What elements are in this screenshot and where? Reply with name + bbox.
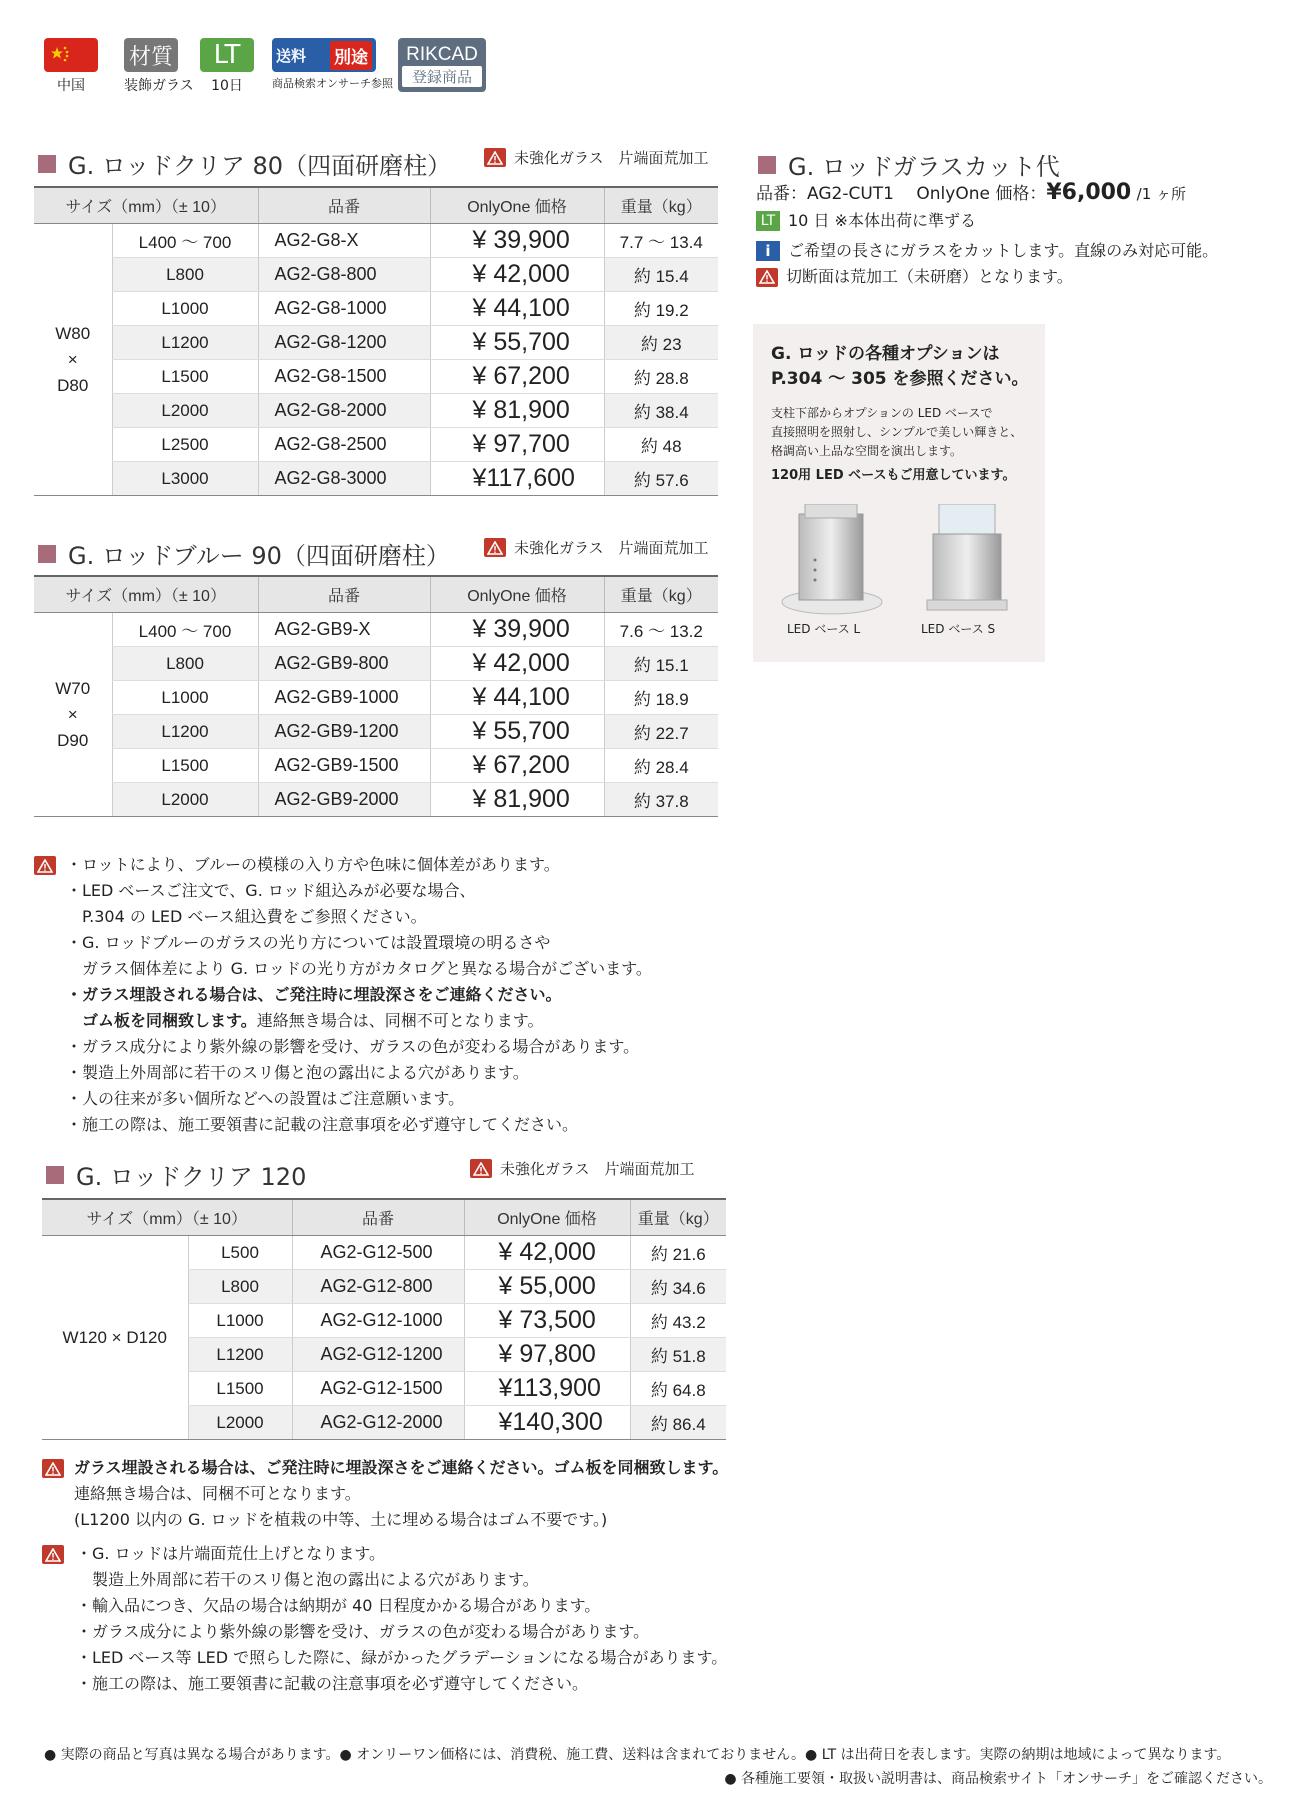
note-line: ・LED ベース等 LED で照らした際に、緑がかったグラデーションになる場合があります。 [76,1648,728,1667]
cut-unit: /1 ヶ所 [1136,185,1187,203]
cell-size: L1000 [112,681,258,715]
cell-size: L3000 [112,462,258,496]
badge-origin-label: 中国 [57,78,85,94]
note-line: ・ガラス成分により紫外線の影響を受け、ガラスの色が変わる場合があります。 [66,1037,640,1056]
section-title: G. ロッドガラスカット代 [788,153,1060,181]
cell-weight: 約 43.2 [630,1304,726,1338]
section-marker [38,545,56,563]
dimension-group: W80 × D80 [34,224,112,496]
cell-weight: 約 64.8 [630,1372,726,1406]
blue90-table [34,575,718,817]
cut-lt-text: 10 日 ※本体出荷に準ずる [788,211,976,230]
footer-line-2: ● 各種施工要領・取扱い説明書は、商品検索サイト「オンサーチ」をご確認ください。 [724,1771,1272,1787]
header-size: サイズ（mm）（± 10） [34,576,258,613]
section-clear120-heading [46,1157,306,1192]
warning-icon [484,148,506,167]
cell-code: AG2-GB9-2000 [258,783,430,817]
note-line: 製造上外周部に若干のスリ傷と泡の露出による穴があります。 [76,1570,539,1589]
table-row [34,647,718,681]
table-row [34,613,718,647]
dimension-group: W70 × D90 [34,613,112,817]
cell-size: L1200 [112,715,258,749]
cut-price-line [756,180,1186,207]
cell-price: ¥113,900 [464,1372,630,1406]
cell-price: ¥ 42,000 [430,647,604,681]
note-line-bold: ガラス埋設される場合は、ご発注時に埋設深さをご連絡ください。ゴム板を同梱致します。 [74,1458,729,1477]
cell-price: ¥ 81,900 [430,394,604,428]
cell-weight: 7.7 〜 13.4 [604,224,718,258]
cell-code: AG2-G8-1000 [258,292,430,326]
section-marker [38,155,56,173]
panel-body-line: 支柱下部からオプションの LED ベースで [771,406,993,420]
cell-weight: 約 48 [604,428,718,462]
section-title: G. ロッドブルー 90（四面研磨柱） [68,542,450,570]
cell-size: L500 [188,1236,292,1270]
header-price: OnlyOne 価格 [430,576,604,613]
cell-price: ¥ 42,000 [430,258,604,292]
cell-size: L1000 [112,292,258,326]
cell-price: ¥ 39,900 [430,613,604,647]
table-row [34,462,718,496]
badge-shipping-label: 商品検索オンサーチ参照 [272,77,393,90]
notes-list-2 [74,1455,728,1533]
table-row [34,715,718,749]
cell-code: AG2-GB9-X [258,613,430,647]
cell-code: AG2-GB9-1200 [258,715,430,749]
cell-code: AG2-G8-1500 [258,360,430,394]
cell-code: AG2-G8-X [258,224,430,258]
note-line: ・LED ベースご注文で、G. ロッド組込みが必要な場合、 [66,881,476,900]
cut-info-text: ご希望の長さにガラスをカットします。直線のみ対応可能。 [788,241,1219,260]
note-line-bold: ・ガラス埋設される場合は、ご発注時に埋設深さをご連絡ください。 [66,985,562,1004]
panel-heading [771,342,1029,392]
table-row [34,783,718,817]
note-line: ・施工の際は、施工要領書に記載の注意事項を必ず遵守してください。 [66,1115,579,1134]
cell-code: AG2-G8-3000 [258,462,430,496]
clear120-note [470,1158,695,1179]
cell-weight: 約 51.8 [630,1338,726,1372]
badge-material [124,38,194,95]
cell-price: ¥ 55,000 [464,1270,630,1304]
badge-shipping [272,38,393,91]
note-line [66,1008,652,1034]
cell-weight: 約 15.4 [604,258,718,292]
cell-weight: 約 19.2 [604,292,718,326]
notes-list-3 [76,1541,727,1697]
section-blue90-heading [38,536,450,571]
header-size: サイズ（mm）（± 10） [34,187,258,224]
cell-weight: 約 28.4 [604,749,718,783]
cell-size: L800 [112,258,258,292]
led-base-l-image [779,504,885,616]
badge-rikcad [398,38,486,92]
dimension-group: W120 × D120 [42,1236,188,1440]
clear120-table [42,1198,726,1440]
footer-line-1: ● 実際の商品と写真は異なる場合があります。● オンリーワン価格には、消費税、施工費、送料は含まれておりません。● LT は出荷日を表します。実際の納期は地域によって異なります。 [44,1747,1231,1763]
table-row [34,326,718,360]
header-size: サイズ（mm）（± 10） [42,1199,292,1236]
panel-heading-line: P.304 〜 305 を参照ください。 [771,369,1029,389]
cell-size: L2500 [112,428,258,462]
blue90-note [484,537,709,558]
section-marker [758,156,776,174]
badge-lead-time-label: 10日 [211,78,243,94]
caption-led-base-s: LED ベース S [921,622,996,636]
cell-weight: 約 38.4 [604,394,718,428]
note-line: ・ガラス成分により紫外線の影響を受け、ガラスの色が変わる場合があります。 [76,1622,650,1641]
cell-code: AG2-G12-500 [292,1236,464,1270]
caption-led-base-l: LED ベース L [787,622,861,636]
cell-price: ¥ 67,200 [430,749,604,783]
cell-price: ¥ 55,700 [430,326,604,360]
cut-info-line [756,238,1218,264]
cut-warning-line [756,264,1073,290]
note-line: P.304 の LED ベース組込費をご参照ください。 [66,907,427,926]
cell-price: ¥ 44,100 [430,681,604,715]
cell-code: AG2-G8-2000 [258,394,430,428]
blue90-note-text: 未強化ガラス 片端面荒加工 [514,539,709,557]
cut-warning-text: 切断面は荒加工（未研磨）となります。 [786,267,1073,286]
cell-weight: 約 23 [604,326,718,360]
cell-code: AG2-GB9-1000 [258,681,430,715]
shipping-label: 送料 [276,46,307,65]
cell-size: L1200 [188,1338,292,1372]
material-icon: 材質 [124,38,178,72]
note-line: ・人の往来が多い個所などへの設置はご注意願います。 [66,1089,465,1108]
rikcad-icon [398,38,486,92]
cell-price: ¥ 97,800 [464,1338,630,1372]
cell-size: L1000 [188,1304,292,1338]
note-line: ・ロットにより、ブルーの模様の入り方や色味に個体差があります。 [66,855,560,874]
clear120-note-text: 未強化ガラス 片端面荒加工 [500,1160,695,1178]
cell-size: L1500 [112,749,258,783]
cell-size: L800 [188,1270,292,1304]
china-flag-icon [44,38,98,72]
cell-price: ¥ 67,200 [430,360,604,394]
cell-code: AG2-G8-1200 [258,326,430,360]
cell-size: L1500 [188,1372,292,1406]
section-title: G. ロッドクリア 80（四面研磨柱） [68,152,452,180]
cell-weight: 約 86.4 [630,1406,726,1440]
cell-weight: 約 18.9 [604,681,718,715]
cell-size: L1500 [112,360,258,394]
cell-code: AG2-G12-1200 [292,1338,464,1372]
section-cut-heading [758,147,1060,182]
note-line: ・G. ロッドは片端面荒仕上げとなります。 [76,1544,385,1563]
rikcad-title: RIKCAD [406,43,478,65]
cell-size: L2000 [112,394,258,428]
table-row [34,360,718,394]
table-row [34,428,718,462]
led-base-s-image [925,504,1009,614]
cell-size: L800 [112,647,258,681]
note-line: ・輸入品につき、欠品の場合は納期が 40 日程度かかる場合があります。 [76,1596,601,1615]
notes-list-1 [66,852,652,1138]
shipping-truck-icon [272,38,376,72]
note-line: ・G. ロッドブルーのガラスの光り方については設置環境の明るさや [66,933,551,952]
note-bold-part: ゴム板を同梱致します。 [66,1011,257,1030]
cell-weight: 約 15.1 [604,647,718,681]
cell-code: AG2-G12-1000 [292,1304,464,1338]
cell-price: ¥140,300 [464,1406,630,1440]
warning-icon [756,268,778,287]
table-row [34,258,718,292]
warning-icon [470,1159,492,1178]
header-code: 品番 [258,187,430,224]
cell-price: ¥ 73,500 [464,1304,630,1338]
cell-code: AG2-G12-1500 [292,1372,464,1406]
note-line: (L1200 以内の G. ロッドを植栽の中等、土に埋める場合はゴム不要です。) [74,1510,608,1529]
cell-price: ¥ 81,900 [430,783,604,817]
header-price: OnlyOne 価格 [430,187,604,224]
cell-weight: 約 28.8 [604,360,718,394]
cell-weight: 7.6 〜 13.2 [604,613,718,647]
header-code: 品番 [292,1199,464,1236]
table-row [34,292,718,326]
cell-code: AG2-G8-2500 [258,428,430,462]
section-marker [46,1166,64,1184]
warning-icon [42,1459,64,1478]
cell-weight: 約 34.6 [630,1270,726,1304]
options-panel [753,324,1045,662]
note-line: 連絡無き場合は、同梱不可となります。 [74,1484,361,1503]
section-title: G. ロッドクリア 120 [76,1163,307,1191]
clear80-table [34,186,718,496]
cell-code: AG2-G12-2000 [292,1406,464,1440]
note-line: ガラス個体差により G. ロッドの光り方がカタログと異なる場合がございます。 [66,959,652,978]
panel-bold-line: 120用 LED ベースもご用意しています。 [771,468,1016,483]
warning-icon [484,538,506,557]
panel-body-line: 格調高い上品な空間を演出します。 [771,444,963,458]
badge-lead-time [200,38,254,95]
cell-size: L400 〜 700 [112,224,258,258]
note-line: ・製造上外周部に若干のスリ傷と泡の露出による穴があります。 [66,1063,529,1082]
header-weight: 重量（kg） [604,187,718,224]
panel-body-line: 直接照明を照射し、シンプルで美しい輝きと、 [771,425,1023,439]
header-code: 品番 [258,576,430,613]
panel-heading-line: G. ロッドの各種オプションは [771,344,1000,364]
clear80-note [484,147,709,168]
table-row [34,394,718,428]
cut-lt-line [756,208,976,234]
shipping-separate-label: 別途 [330,41,372,70]
cell-code: AG2-G12-800 [292,1270,464,1304]
header-weight: 重量（kg） [630,1199,726,1236]
table-row [34,224,718,258]
cell-price: ¥ 39,900 [430,224,604,258]
panel-body [771,404,1022,485]
warning-icon [42,1545,64,1564]
lead-time-icon: LT [200,38,254,72]
note-regular-part: 連絡無き場合は、同梱不可となります。 [256,1011,544,1030]
warning-icon [34,856,56,875]
cell-size: L2000 [188,1406,292,1440]
cell-size: L400 〜 700 [112,613,258,647]
note-line: ・施工の際は、施工要領書に記載の注意事項を必ず遵守してください。 [76,1674,589,1693]
cell-weight: 約 37.8 [604,783,718,817]
cell-price: ¥117,600 [430,462,604,496]
cell-code: AG2-G8-800 [258,258,430,292]
cell-weight: 約 57.6 [604,462,718,496]
cell-code: AG2-GB9-1500 [258,749,430,783]
rikcad-registered: 登録商品 [402,66,482,87]
lead-time-icon: LT [756,211,780,231]
cut-code: 品番：AG2-CUT1 [756,184,894,204]
cell-code: AG2-GB9-800 [258,647,430,681]
cell-size: L1200 [112,326,258,360]
info-icon: i [756,241,780,261]
table-row [42,1236,726,1270]
cell-price: ¥ 44,100 [430,292,604,326]
cell-price: ¥ 55,700 [430,715,604,749]
table-row [34,681,718,715]
cell-price: ¥ 42,000 [464,1236,630,1270]
cell-price: ¥ 97,700 [430,428,604,462]
cut-price-label: OnlyOne 価格： [916,184,1047,204]
table-row [34,749,718,783]
cell-size: L2000 [112,783,258,817]
header-price: OnlyOne 価格 [464,1199,630,1236]
section-clear80-heading [38,146,451,181]
badge-origin [44,38,98,95]
cell-weight: 約 21.6 [630,1236,726,1270]
cell-weight: 約 22.7 [604,715,718,749]
cut-price: ¥6,000 [1046,180,1132,205]
header-weight: 重量（kg） [604,576,718,613]
badge-material-label: 装飾ガラス [124,78,194,94]
clear80-note-text: 未強化ガラス 片端面荒加工 [514,149,709,167]
